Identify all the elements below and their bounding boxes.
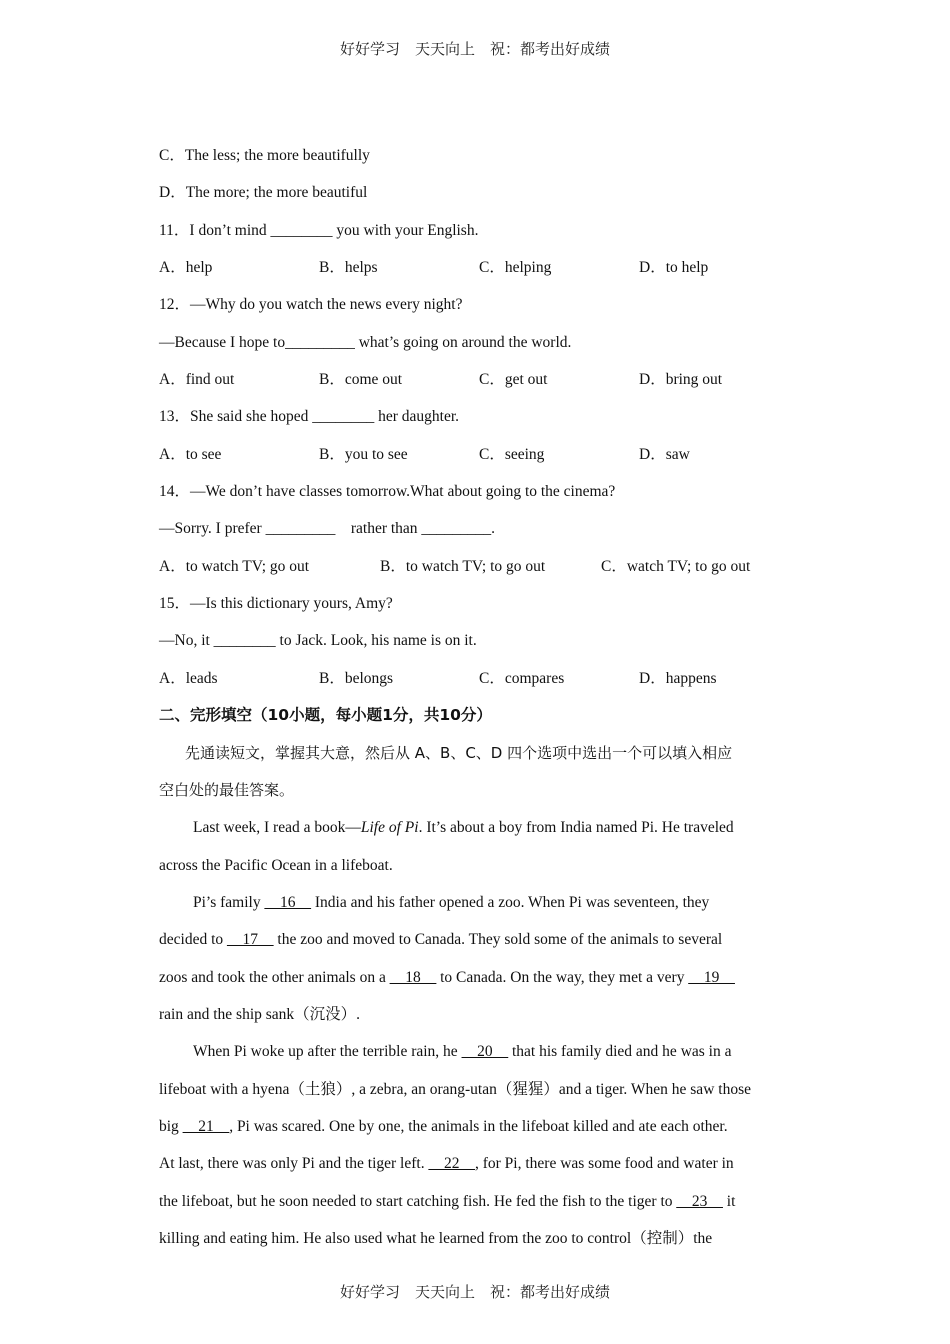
text: it [722,1192,736,1210]
blank-19: __19__ [688,968,735,986]
q14-stem: 14．—We don’t have classes tomorrow.What about going to the cinema? [159,483,616,501]
q13-option-d: D．saw [639,445,690,463]
section-2-title: 二、完形填空（10小题，每小题1分，共10分） [159,706,492,725]
q15-option-b: B．belongs [319,669,394,687]
q13-stem: 13．She said she hoped ________ her daughter. [159,408,460,426]
passage-p2-line4: rain and the ship sank（沉没）. [159,1005,361,1023]
passage-p3-line2: lifeboat with a hyena（土狼）, a zebra, an orang-utan（猩猩）and a tiger. When he saw those [159,1080,751,1098]
q11-option-b: B．helps [319,259,378,277]
blank-22: __22__ [428,1155,475,1173]
text: big [159,1117,183,1135]
q11-option-c: C．helping [479,259,552,277]
q15-line2: —No, it ________ to Jack. Look, his name is on it. [159,632,477,650]
text: At last, there was only Pi and the tiger left. [159,1155,429,1173]
text: Last week, I read a book— [193,819,361,837]
text: Pi’s family [193,893,265,911]
blank-16: __16__ [264,893,311,911]
blank-21: __21__ [182,1117,230,1135]
q15-option-c: C．compares [479,669,565,687]
blank-23: __23__ [676,1192,723,1210]
text: India and his father opened a zoo. When Pi was seventeen, they [310,893,710,911]
passage-p3-line5 [159,1191,799,1228]
q14-options [159,556,799,593]
q12-line2: —Because I hope to_________ what’s going on around the world. [159,333,572,351]
q10-option-c: C．The less; the more beautifully [159,147,370,164]
text: When Pi woke up after the terrible rain, he [193,1043,462,1061]
q11-options [159,257,799,294]
passage-p3-line6: killing and eating him. He also used what he learned from the zoo to control（控制）the [159,1229,713,1247]
q13-option-c: C．seeing [479,445,545,463]
text: , Pi was scared. One by one, the animals in the lifeboat killed and ate each other. [229,1117,728,1135]
q13-options [159,444,799,481]
page-footer: 好好学习 天天向上 祝：都考出好成绩 [339,1283,610,1301]
q15-option-d: D．happens [639,669,717,687]
document-body [159,145,799,1265]
q12-option-b: B．come out [319,371,403,389]
passage-p3-line1 [159,1041,799,1078]
q11-option-d: D．to help [639,259,709,277]
q12-option-d: D．bring out [639,371,723,389]
blank-17: __17__ [227,931,274,949]
text: , for Pi, there was some food and water in [474,1155,734,1173]
q11-stem: 11．I don’t mind ________ you with your English. [159,221,479,239]
q12-option-c: C．get out [479,371,548,389]
text: the zoo and moved to Canada. They sold some of the animals to several [273,931,723,949]
q14-option-a: A．to watch TV; go out [159,557,310,575]
section-2-instruction: 先通读短文，掌握其大意，然后从 A、B、C、D 四个选项中选出一个可以填入相应 [185,743,733,762]
q12-stem: 12．—Why do you watch the news every night? [159,296,463,314]
text: the lifeboat, but he soon needed to start catching fish. He fed the fish to the tiger to [159,1192,677,1210]
passage-p3-line3 [159,1116,799,1153]
q14-line2: —Sorry. I prefer _________ rather than _________. [159,520,496,538]
q13-option-a: A．to see [159,445,222,463]
text: zoos and took the other animals on a [159,968,390,986]
passage-p2-line1 [159,892,799,929]
text: to Canada. On the way, they met a very [436,968,689,986]
text: that his family died and he was in a [508,1043,732,1061]
blank-18: __18__ [389,968,437,986]
q11-option-a: A．help [159,259,213,277]
q12-option-a: A．find out [159,371,235,389]
page-header: 好好学习 天天向上 祝：都考出好成绩 [339,40,610,58]
q10-option-d: D．The more; the more beautiful [159,184,368,202]
q12-options [159,369,799,406]
passage-p2-line2 [159,929,799,966]
q15-stem: 15．—Is this dictionary yours, Amy? [159,595,393,613]
text: . It’s about a boy from India named Pi. He traveled [418,819,734,837]
q15-options [159,668,799,705]
passage-p2-line3 [159,967,799,1004]
book-title: Life of Pi [360,819,419,837]
text: decided to [159,931,228,949]
q13-option-b: B．you to see [319,445,408,463]
passage-p3-line4 [159,1153,799,1190]
section-2-instruction-cont: 空白处的最佳答案。 [159,780,295,799]
q14-option-c: C．watch TV; to go out [601,557,751,575]
passage-p1-line1 [159,817,799,854]
passage-p1-line2: across the Pacific Ocean in a lifeboat. [159,856,393,874]
q15-option-a: A．leads [159,669,218,687]
blank-20: __20__ [461,1043,509,1061]
q14-option-b: B．to watch TV; to go out [380,557,546,575]
